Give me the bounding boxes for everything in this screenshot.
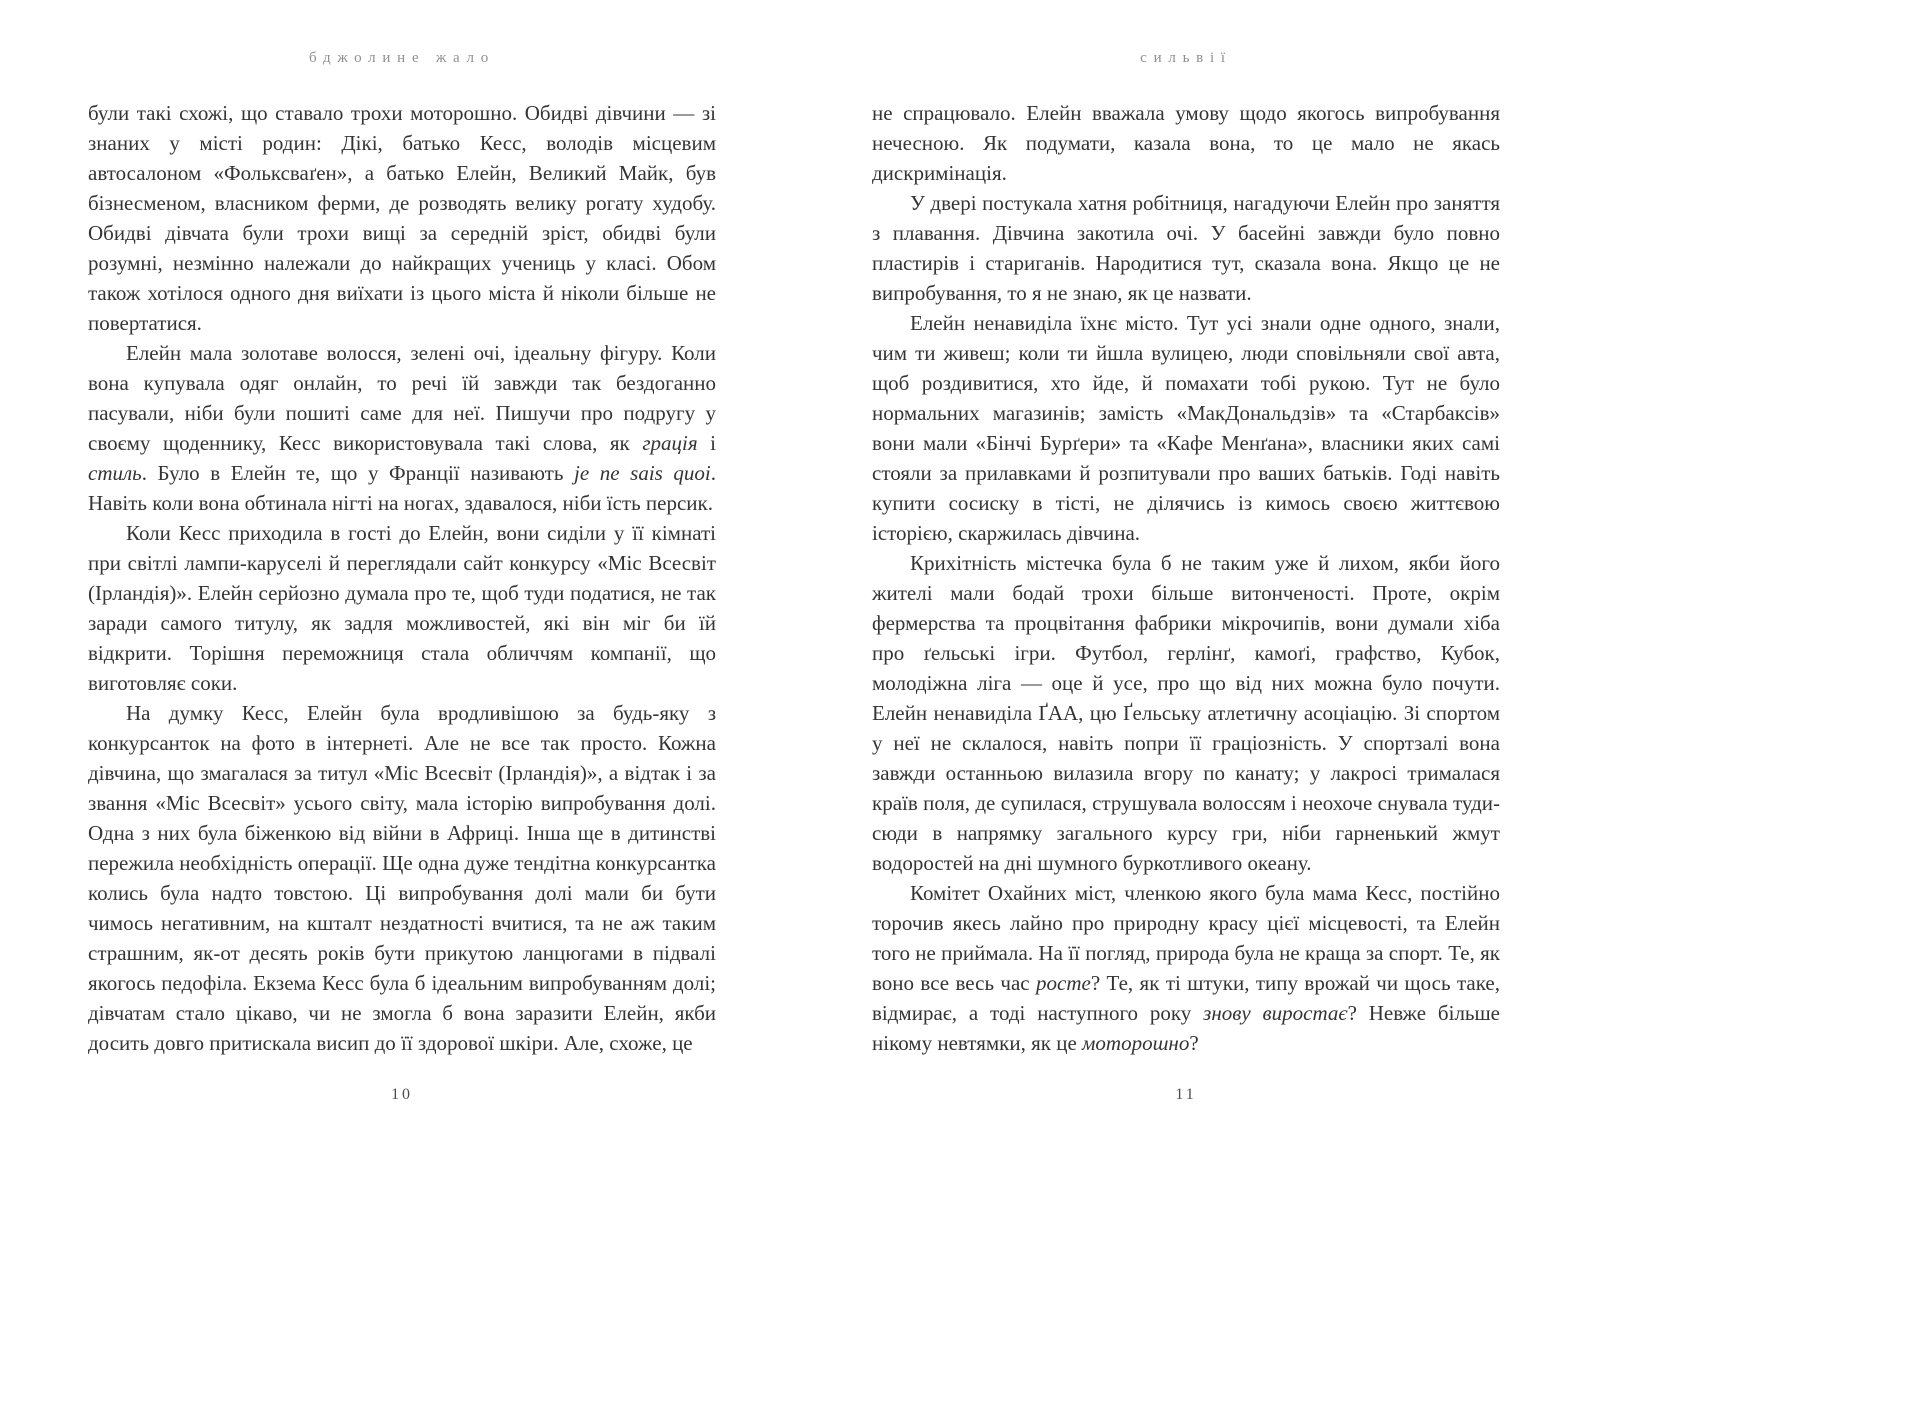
text-run: . Було в Елейн те, що у Франції називають — [141, 461, 574, 485]
text-run: У двері постукала хатня робітниця, нагадуючи Елейн про заняття з плавання. Дівчина закотила очі. У басейні завжди було повно пластирів і стариганів. Народитися тут, сказала вона. Якщо це не випробування, то я не знаю, як це назвати. — [872, 191, 1500, 305]
italic-text-run: грація — [642, 431, 698, 455]
italic-text-run: стиль — [88, 461, 142, 485]
left-page-body — [88, 98, 716, 1058]
text-run: і — [697, 431, 716, 455]
paragraph — [88, 698, 716, 1058]
paragraph — [88, 338, 716, 518]
text-run: Комітет Охайних міст, членкою якого була мама Кесс, постійно торочив якесь лайно про природну красу цієї місцевості, та Елейн того не приймала. На її погляд, природа була не краща за спорт. Те, як воно все весь час — [872, 881, 1500, 995]
paragraph — [872, 308, 1500, 548]
text-run: ? Те, як ті штуки, типу врожай чи щось таке, відмирає, а тоді наступного року — [872, 971, 1500, 1025]
page-right — [872, 0, 1500, 1423]
text-run: Коли Кесс приходила в гості до Елейн, вони сиділи у її кімнаті при світлі лампи-каруселі й переглядали сайт конкурсу «Міс Всесвіт (Ірландія)». Елейн серйозно думала про те, щоб туди податися, не так заради самого титулу, як задля можливостей, які він міг би їй відкрити. Торішня переможниця стала обличчям компанії, що виготовляє соки. — [88, 521, 716, 695]
italic-text-run: моторошно — [1082, 1031, 1190, 1055]
right-page-number: 11 — [1175, 1086, 1197, 1103]
text-run: ? Невже більше нікому невтямки, як це — [872, 1001, 1500, 1055]
right-running-head: сильвії — [1140, 50, 1232, 66]
text-run: Крихітність містечка була б не таким уже й лихом, якби його жителі мали бодай трохи більше витонченості. Проте, окрім фермерства та процвітання фабрики мікрочипів, вони думали хіба про ґельські ігри. Футбол, герлінґ, камоґі, графство, Кубок, молодіжна ліга — оце й усе, про що від них можна було почути. Елейн ненавиділа ҐАА, цю Ґельську атлетичну асоціацію. Зі спортом у неї не склалося, навіть попри її граціозність. У спортзалі вона завжди останньою вилазила вгору по канату; у лакросі трималася країв поля, де супилася, струшувала волоссям і неохоче снувала туди-сюди в напрямку загального курсу гри, ніби гарненький жмут водоростей на дні шумного буркотливого океану. — [872, 551, 1500, 875]
paragraph — [88, 518, 716, 698]
paragraph — [872, 98, 1500, 188]
page-left — [88, 0, 716, 1423]
text-run: не спрацювало. Елейн вважала умову щодо якогось випробування нечесною. Як подумати, казала вона, то це мало не якась дискримінація. — [872, 101, 1500, 185]
italic-text-run: знову виростає — [1203, 1001, 1348, 1025]
text-run: Елейн ненавиділа їхнє місто. Тут усі знали одне одного, знали, чим ти живеш; коли ти йшла вулицею, люди сповільняли свої авта, щоб роздивитися, хто йде, й помахати тобі рукою. Тут не було нормальних магазинів; замість «МакДональдзів» та «Старбаксів» вони мали «Бінчі Бурґери» та «Кафе Менґана», власники яких самі стояли за прилавками й розпитували про ваших батьків. Годі навіть купити сосиску в тісті, не ділячись із кимось своєю життєвою історією, скаржилась дівчина. — [872, 311, 1500, 545]
text-run: Елейн мала золотаве волосся, зелені очі, ідеальну фігуру. Коли вона купувала одяг онлайн, то речі їй завжди так бездоганно пасували, ніби були пошиті саме для неї. Пишучи про подругу у своєму щоденнику, Кесс використовувала такі слова, як — [88, 341, 716, 455]
left-page-number: 10 — [391, 1086, 413, 1103]
text-run: ? — [1189, 1031, 1199, 1055]
paragraph — [872, 548, 1500, 878]
italic-text-run: росте — [1036, 971, 1091, 995]
paragraph — [872, 188, 1500, 308]
paragraph — [872, 878, 1500, 1058]
text-run: . Навіть коли вона обтинала нігті на ногах, здавалося, ніби їсть персик. — [88, 461, 716, 515]
right-page-body — [872, 98, 1500, 1058]
paragraph — [88, 98, 716, 338]
text-run: були такі схожі, що ставало трохи моторошно. Обидві дівчини — зі знаних у місті родин: Дікі, батько Кесс, володів місцевим автосалоном «Фольксваґен», а батько Елейн, Великий Майк, був бізнесменом, власником ферми, де розводять велику рогату худобу. Обидві дівчата були трохи вищі за середній зріст, обидві були розумні, незмінно належали до найкращих учениць у класі. Обом також хотілося одного дня виїхати із цього міста й ніколи більше не повертатися. — [88, 101, 716, 335]
left-running-head: бджолине жало — [308, 50, 496, 66]
text-run: На думку Кесс, Елейн була вродливішою за будь-яку з конкурсанток на фото в інтернеті. Але не все так просто. Кожна дівчина, що змагалася за титул «Міс Всесвіт (Ірландія)», а відтак і за звання «Міс Всесвіт» усього світу, мала історію випробування долі. Одна з них була біженкою від війни в Африці. Інша ще в дитинстві пережила необхідність операції. Ще одна дуже тендітна конкурсантка колись була надто товстою. Ці випробування долі мали би бути чимось негативним, на кшталт нездатності вчитися, та не аж таким страшним, як-от десять років бути прикутою ланцюгами в підвалі якогось педофіла. Екзема Кесс була б ідеальним випробуванням долі; дівчатам стало цікаво, чи не змогла б вона заразити Елейн, якби досить довго притискала висип до її здорової шкіри. Але, схоже, це — [88, 701, 716, 1055]
italic-text-run: je ne sais quoi — [574, 461, 711, 485]
